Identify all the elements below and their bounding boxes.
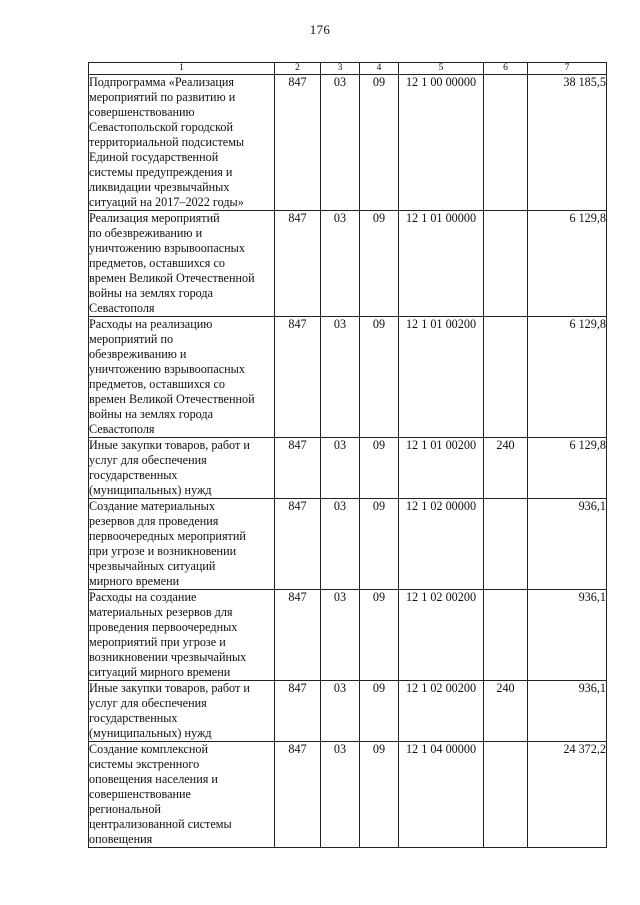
header-row <box>89 63 607 75</box>
table-row <box>89 438 607 499</box>
row-target-article: 12 1 01 00200 <box>399 438 484 499</box>
row-subsection-code: 09 <box>360 317 399 438</box>
header-col-4: 4 <box>360 63 399 75</box>
header-col-3: 3 <box>321 63 360 75</box>
row-section-code: 03 <box>321 438 360 499</box>
row-ministry-code: 847 <box>275 317 321 438</box>
row-section-code: 03 <box>321 499 360 590</box>
header-col-2: 2 <box>275 63 321 75</box>
table-row <box>89 317 607 438</box>
row-section-code: 03 <box>321 590 360 681</box>
table-row <box>89 590 607 681</box>
budget-table <box>88 62 607 848</box>
row-subsection-code: 09 <box>360 742 399 848</box>
row-subsection-code: 09 <box>360 211 399 317</box>
header-col-6: 6 <box>484 63 528 75</box>
table-row <box>89 681 607 742</box>
header-col-5: 5 <box>399 63 484 75</box>
table-row <box>89 211 607 317</box>
row-expense-type <box>484 742 528 848</box>
row-name: Иные закупки товаров, работ и услуг для обеспечения государственных (муниципальных) нужд <box>89 438 275 499</box>
row-section-code: 03 <box>321 742 360 848</box>
row-target-article: 12 1 04 00000 <box>399 742 484 848</box>
row-subsection-code: 09 <box>360 499 399 590</box>
row-target-article: 12 1 02 00200 <box>399 590 484 681</box>
row-expense-type <box>484 75 528 211</box>
header-col-7: 7 <box>528 63 607 75</box>
table-row <box>89 742 607 848</box>
row-ministry-code: 847 <box>275 438 321 499</box>
row-section-code: 03 <box>321 317 360 438</box>
row-ministry-code: 847 <box>275 681 321 742</box>
row-amount: 24 372,2 <box>528 742 607 848</box>
row-expense-type <box>484 211 528 317</box>
row-target-article: 12 1 02 00200 <box>399 681 484 742</box>
row-section-code: 03 <box>321 681 360 742</box>
row-ministry-code: 847 <box>275 75 321 211</box>
row-amount: 38 185,5 <box>528 75 607 211</box>
row-target-article: 12 1 00 00000 <box>399 75 484 211</box>
row-amount: 6 129,8 <box>528 438 607 499</box>
row-expense-type <box>484 590 528 681</box>
row-ministry-code: 847 <box>275 211 321 317</box>
row-section-code: 03 <box>321 211 360 317</box>
row-name: Расходы на реализацию мероприятий по обезвреживанию и уничтожению взрывоопасных предметов, оставшихся со времен Великой Отечественной войны на землях города Севастополя <box>89 317 275 438</box>
row-expense-type: 240 <box>484 681 528 742</box>
row-name: Подпрограмма «Реализация мероприятий по развитию и совершенствованию Севастопольской городской территориальной подсистемы Единой государственной системы предупреждения и ликвидации чрезвычайных ситуаций на 2017–2022 годы» <box>89 75 275 211</box>
row-name: Расходы на создание материальных резервов для проведения первоочередных мероприятий при угрозе и возникновении чрезвычайных ситуаций мирного времени <box>89 590 275 681</box>
row-subsection-code: 09 <box>360 75 399 211</box>
row-amount: 6 129,8 <box>528 317 607 438</box>
row-amount: 936,1 <box>528 499 607 590</box>
row-expense-type <box>484 499 528 590</box>
row-target-article: 12 1 01 00000 <box>399 211 484 317</box>
header-col-1: 1 <box>89 63 275 75</box>
row-name: Создание комплексной системы экстренного оповещения населения и совершенствование региональной централизованной системы оповещения <box>89 742 275 848</box>
row-target-article: 12 1 02 00000 <box>399 499 484 590</box>
row-target-article: 12 1 01 00200 <box>399 317 484 438</box>
row-name: Реализация мероприятий по обезвреживанию и уничтожению взрывоопасных предметов, оставшихся со времен Великой Отечественной войны на землях города Севастополя <box>89 211 275 317</box>
row-subsection-code: 09 <box>360 681 399 742</box>
table-row <box>89 499 607 590</box>
row-amount: 936,1 <box>528 590 607 681</box>
row-name: Иные закупки товаров, работ и услуг для обеспечения государственных (муниципальных) нужд <box>89 681 275 742</box>
row-ministry-code: 847 <box>275 590 321 681</box>
row-subsection-code: 09 <box>360 590 399 681</box>
row-name: Создание материальных резервов для проведения первоочередных мероприятий при угрозе и возникновении чрезвычайных ситуаций мирного времени <box>89 499 275 590</box>
page-number: 176 <box>309 22 331 37</box>
row-amount: 936,1 <box>528 681 607 742</box>
row-expense-type <box>484 317 528 438</box>
row-section-code: 03 <box>321 75 360 211</box>
row-expense-type: 240 <box>484 438 528 499</box>
row-ministry-code: 847 <box>275 499 321 590</box>
table-row <box>89 75 607 211</box>
row-ministry-code: 847 <box>275 742 321 848</box>
row-amount: 6 129,8 <box>528 211 607 317</box>
row-subsection-code: 09 <box>360 438 399 499</box>
